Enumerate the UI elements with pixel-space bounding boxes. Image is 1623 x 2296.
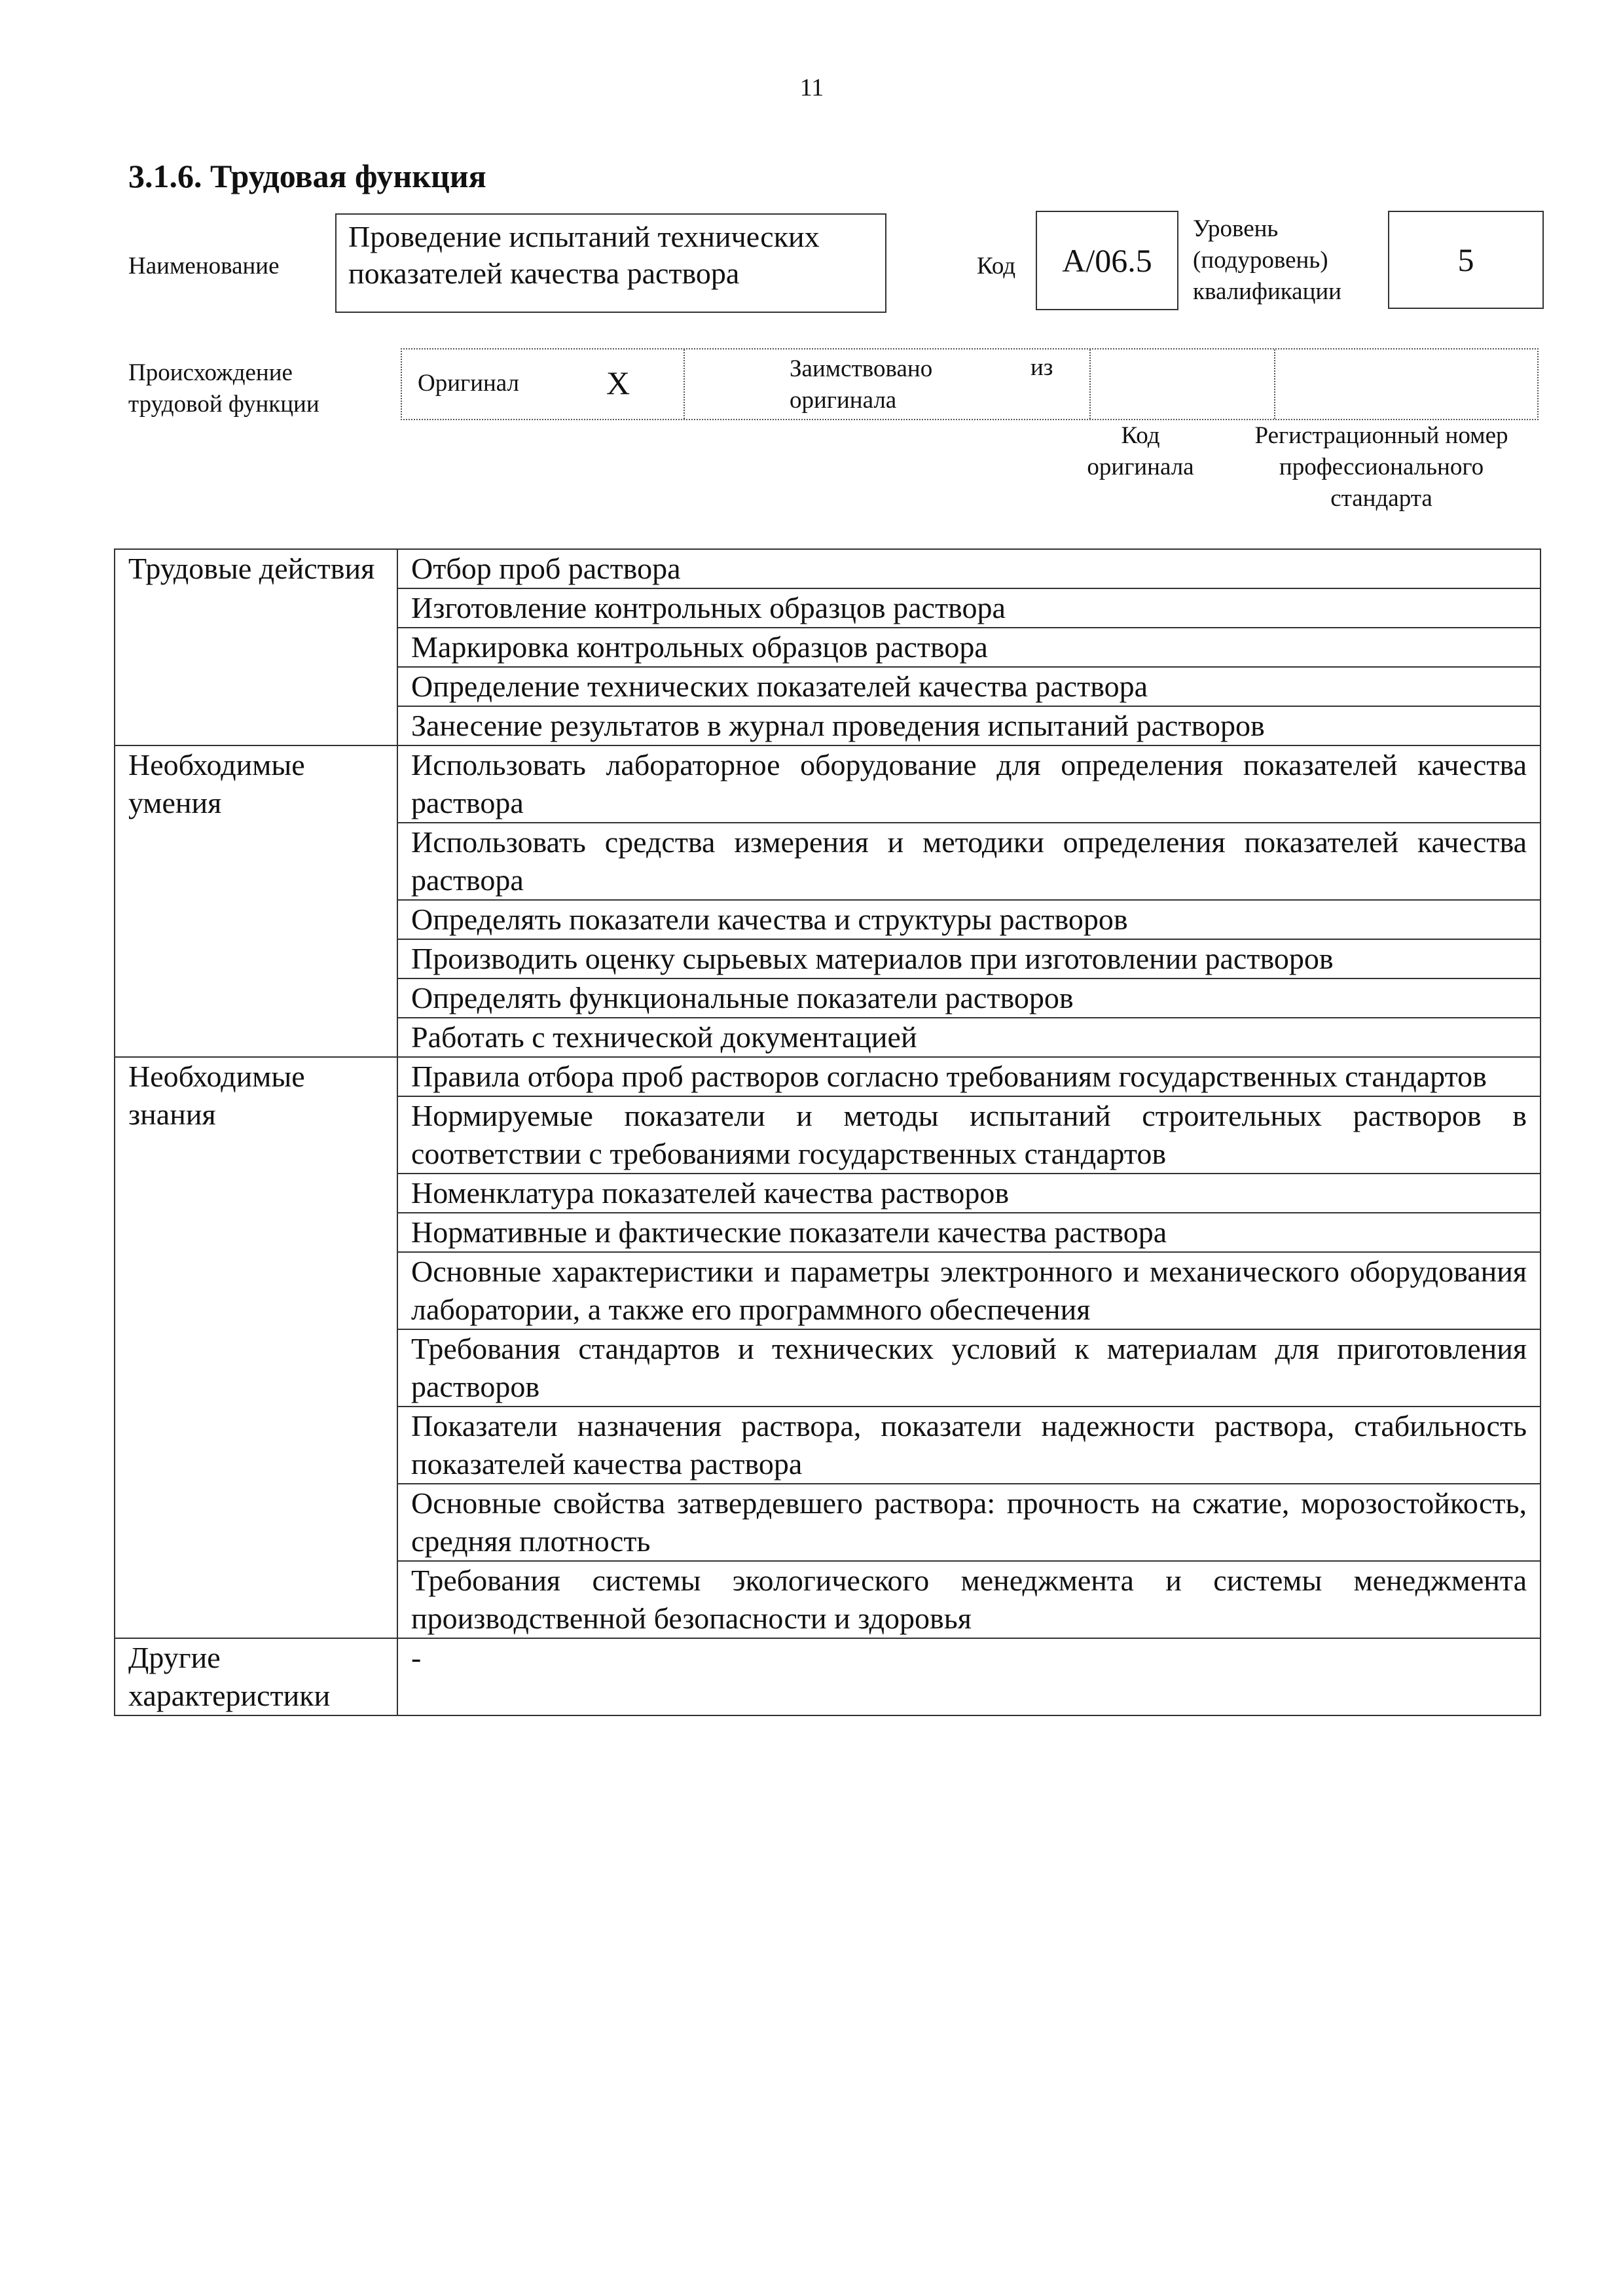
table-cell: Нормативные и фактические показатели качества раствора (397, 1213, 1541, 1252)
original-label: Оригинал (418, 370, 520, 397)
origin-spacer-cell (685, 350, 780, 419)
caption-line: оригинала (1087, 454, 1194, 480)
table-cell: Требования системы экологического менеджмента и системы менеджмента производственной безопасности и здоровья (397, 1561, 1541, 1638)
knowledge-category: Необходимые знания (115, 1057, 397, 1638)
table-row (115, 1057, 1541, 1096)
table-cell: - (397, 1638, 1541, 1715)
table-cell: Маркировка контрольных образцов раствора (397, 628, 1541, 667)
level-label (1193, 213, 1341, 308)
table-row (115, 1638, 1541, 1715)
level-label-line: Уровень (1193, 215, 1279, 242)
borrowed-label (790, 353, 932, 416)
table-cell: Отбор проб раствора (397, 549, 1541, 588)
skills-category: Необходимые умения (115, 745, 397, 1057)
function-details-table (114, 548, 1541, 1716)
table-cell: Производить оценку сырьевых материалов при изготовлении растворов (397, 939, 1541, 978)
table-cell: Основные характеристики и параметры электронного и механического оборудования лаборатории, а также его программного обеспечения (397, 1252, 1541, 1329)
borrowed-from-label: из (1030, 354, 1053, 381)
table-cell: Номенклатура показателей качества растворов (397, 1174, 1541, 1213)
origin-original-cell (402, 350, 685, 419)
caption-line: стандарта (1330, 485, 1432, 512)
caption-line: профессионального (1279, 454, 1484, 480)
origin-reg-number-cell (1275, 350, 1540, 419)
original-mark: X (606, 365, 630, 401)
page-number: 11 (799, 74, 824, 101)
level-label-line: (подуровень) (1193, 247, 1328, 274)
other-category: Другие характеристики (115, 1638, 397, 1715)
table-cell: Работать с технической документацией (397, 1018, 1541, 1057)
origin-label (128, 357, 319, 420)
table-cell: Показатели назначения раствора, показатели надежности раствора, стабильность показателей качества раствора (397, 1407, 1541, 1484)
origin-label-line: Происхождение (128, 359, 293, 386)
caption-line: Регистрационный номер (1254, 422, 1508, 449)
table-cell: Определение технических показателей качества раствора (397, 667, 1541, 706)
table-cell: Изготовление контрольных образцов раствора (397, 588, 1541, 628)
table-cell: Определять функциональные показатели растворов (397, 978, 1541, 1018)
table-row (115, 549, 1541, 588)
table-cell: Занесение результатов в журнал проведения испытаний растворов (397, 706, 1541, 745)
level-label-line: квалификации (1193, 278, 1341, 305)
reg-number-caption (1218, 420, 1545, 514)
borrowed-label-line: оригинала (790, 387, 897, 414)
table-cell: Нормируемые показатели и методы испытаний строительных растворов в соответствии с требованиями государственных стандартов (397, 1096, 1541, 1174)
actions-category: Трудовые действия (115, 549, 397, 745)
caption-line: Код (1121, 422, 1160, 449)
table-row (115, 745, 1541, 823)
origin-row (401, 348, 1539, 420)
table-cell: Требования стандартов и технических условий к материалам для приготовления растворов (397, 1329, 1541, 1407)
level-value-box: 5 (1388, 211, 1544, 309)
original-code-caption (1055, 420, 1226, 483)
table-cell: Использовать лабораторное оборудование для определения показателей качества раствора (397, 745, 1541, 823)
function-code-box: A/06.5 (1036, 211, 1178, 310)
section-title: 3.1.6. Трудовая функция (128, 158, 486, 194)
table-cell: Основные свойства затвердевшего раствора: прочность на сжатие, морозостойкость, средняя плотность (397, 1484, 1541, 1561)
code-label: Код (977, 253, 1016, 279)
borrowed-label-line: Заимствовано (790, 355, 933, 382)
table-cell: Правила отбора проб растворов согласно требованиям государственных стандартов (397, 1057, 1541, 1096)
origin-label-line: трудовой функции (128, 391, 319, 418)
name-label: Наименование (128, 253, 280, 279)
function-name-box: Проведение испытаний технических показателей качества раствора (335, 213, 886, 313)
table-cell: Использовать средства измерения и методики определения показателей качества раствора (397, 823, 1541, 900)
table-cell: Определять показатели качества и структуры растворов (397, 900, 1541, 939)
origin-code-cell (1091, 350, 1275, 419)
